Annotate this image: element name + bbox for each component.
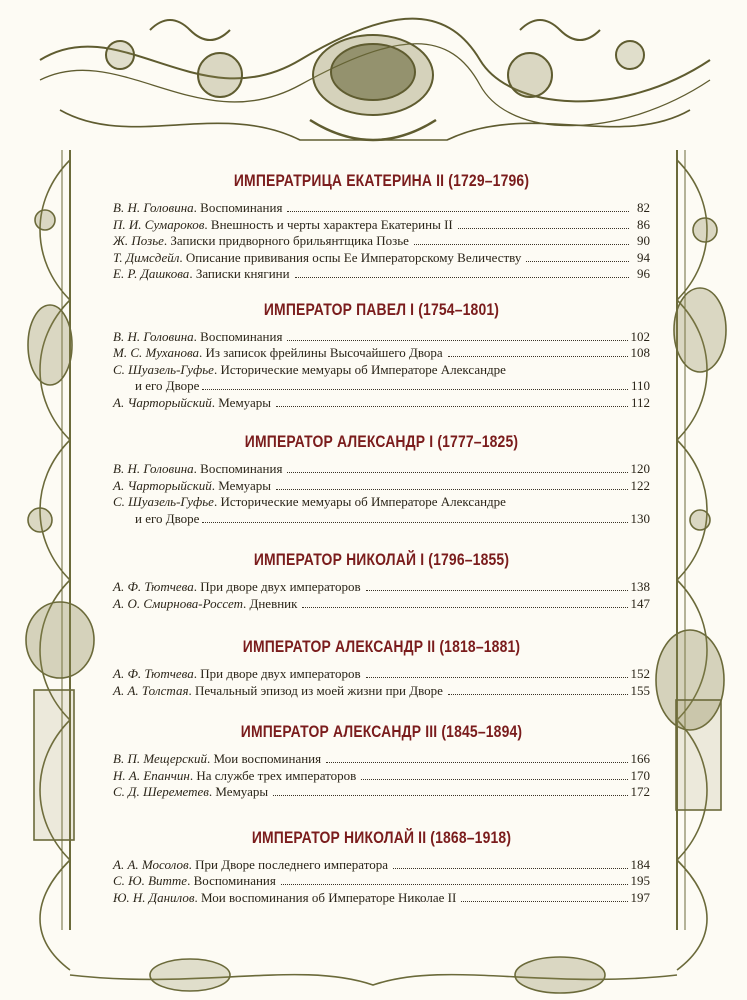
toc-entry-continuation [113,511,650,528]
toc-entry: С. Шуазель-Гуфье. Исторические мемуары об Императоре Александре [113,361,506,377]
leader-dots [326,762,627,763]
entry-author: А. А. Мосолов [113,856,189,872]
toc-section [113,427,650,527]
page-number: 172 [630,784,650,799]
leader-dots [276,489,628,490]
entry-title: Мемуары [215,784,269,799]
toc-entry: А. Ф. Тютчева. При дворе двух императоров 138 [113,579,650,594]
entry-author: В. Н. Головина [113,328,194,344]
entry-title: Мемуары [218,477,271,493]
page-number: 166 [630,751,650,766]
toc-entry: Н. А. Епанчин. На службе трех императоров 170 [113,767,650,783]
toc-entry: С. Шуазель-Гуфье. Исторические мемуары об Императоре Александре [113,494,506,509]
entry-author: А. Чарторыйский [113,394,212,410]
entry-author: Т. Димсдейл [113,249,180,265]
toc-section [113,545,650,612]
toc-entry: А. Ф. Тютчева. При дворе двух императоров 152 [113,666,650,681]
toc-entry: А. А. Толстая. Печальный эпизод из моей жизни при Дворе 155 [113,682,650,698]
entry-author: В. Н. Головина [113,200,194,215]
entry-author: М. С. Муханова [113,345,200,360]
section-heading: ИМПЕРАТОР ПАВЕЛ I (1754–1801) [263,299,500,319]
leader-dots [295,277,629,278]
toc-entry: Т. Димсдейл. Описание прививания оспы Ее Императорскому Величеству 94 [113,249,650,265]
section-heading: ИМПЕРАТОР НИКОЛАЙ I (1796–1855) [253,550,510,569]
page-number: 155 [630,682,650,698]
toc-section [113,717,650,801]
leader-dots [414,244,629,245]
toc-entry-continuation [113,378,650,395]
page-number: 112 [630,394,650,410]
page-number: 86 [637,216,650,232]
leader-dots [526,261,629,262]
entry-author: Ю. Н. Данилов [113,889,195,905]
entry-author: А. А. Толстая [113,682,189,698]
toc-entry: Ж. Позье. Записки придворного брильянтщика Позье 90 [113,233,650,248]
entry-title: Воспоминания [193,873,276,888]
leader-dots [366,590,628,591]
entry-title: Воспоминания [200,461,283,476]
leader-dots [287,340,627,341]
leader-dots [273,795,627,796]
page-number: 170 [630,767,650,783]
page-number: 96 [637,266,650,281]
leader-dots [448,694,628,695]
leader-dots [202,522,627,523]
entry-title: Мои воспоминания [213,751,322,766]
toc-section [113,823,650,907]
entry-title: Описание прививания оспы Ее Императорскому Величеству [185,249,522,265]
entry-title: Дневник [249,595,298,611]
entry-title-continued: и его Дворе [135,378,200,393]
page-number: 90 [637,233,650,248]
toc-entry: В. Н. Головина. Воспоминания 82 [113,200,650,215]
page-number: 195 [630,873,650,888]
page-number: 197 [630,889,650,905]
page-number: 108 [630,345,650,360]
entry-title: Воспоминания [200,200,283,215]
leader-dots [458,228,629,229]
page-number: 82 [637,200,650,215]
entry-author: С. Шуазель-Гуфье [113,361,214,377]
entry-author: С. Шуазель-Гуфье [113,494,214,509]
entry-author: П. И. Сумароков [113,216,205,232]
leader-dots [202,389,628,390]
entry-title: Из записок фрейлины Высочайшего Двора [205,345,443,360]
left-side-ornament [26,160,94,970]
page-number: 184 [630,856,650,872]
leader-dots [287,472,627,473]
entry-author: Е. Р. Дашкова [113,266,190,281]
table-of-contents [113,166,650,906]
page-number: 94 [637,249,650,265]
toc-section [113,166,650,283]
entry-author: А. Ф. Тютчева [113,666,194,681]
leader-dots [461,901,627,902]
section-heading: ИМПЕРАТОР АЛЕКСАНДР II (1818–1881) [242,637,521,656]
entry-title: Мемуары [218,394,271,410]
entry-title: Печальный эпизод из моей жизни при Дворе [195,682,443,698]
entry-author: С. Ю. Витте [113,873,188,888]
entry-title: Мои воспоминания об Императоре Николае II [201,889,457,905]
leader-dots [448,356,628,357]
toc-entry: М. С. Муханова. Из записок фрейлины Высочайшего Двора 108 [113,345,650,360]
toc-entry: В. Н. Головина. Воспоминания 102 [113,328,650,344]
leader-dots [393,868,627,869]
entry-title: При Дворе последнего императора [195,856,389,872]
entry-title: Записки придворного брильянтщика Позье [170,233,409,248]
toc-entry: А. Чарторыйский. Мемуары 122 [113,477,650,493]
page-number: 110 [630,378,650,393]
right-side-ornament [656,160,726,970]
entry-title: При дворе двух императоров [200,666,361,681]
toc-entry: А. Чарторыйский. Мемуары 112 [113,394,650,410]
toc-entry: А. А. Мосолов. При Дворе последнего императора 184 [113,856,650,872]
entry-author: Ж. Позье [113,233,164,248]
leader-dots [287,211,629,212]
leader-dots [361,779,627,780]
entry-author: Н. А. Епанчин [113,767,190,783]
toc-entry: С. Ю. Витте. Воспоминания 195 [113,873,650,888]
page-number: 138 [630,579,650,594]
page-number: 130 [630,510,650,526]
toc-entry: С. Д. Шереметев. Мемуары 172 [113,784,650,799]
page-number: 122 [630,477,650,493]
section-heading: ИМПЕРАТРИЦА ЕКАТЕРИНА II (1729–1796) [233,171,530,190]
leader-dots [276,406,628,407]
entry-author: В. Н. Головина [113,461,194,476]
toc-entry: В. П. Мещерский. Мои воспоминания 166 [113,751,650,766]
leader-dots [302,607,627,608]
entry-title-continued: и его Дворе [135,510,200,526]
top-crest-ornament [40,19,710,140]
leader-dots [366,677,628,678]
page-number: 152 [630,666,650,681]
toc-entry: П. И. Сумароков. Внешность и черты характера Екатерины II 86 [113,216,650,232]
entry-title: Внешность и черты характера Екатерины II [210,216,453,232]
toc-entry: В. Н. Головина. Воспоминания 120 [113,461,650,476]
entry-author: А. Ф. Тютчева [113,579,194,594]
page-number: 147 [630,595,650,611]
toc-entry: А. О. Смирнова-Россет. Дневник 147 [113,595,650,611]
entry-title: Воспоминания [200,328,283,344]
entry-title: На службе трех императоров [196,767,357,783]
toc-section [113,632,650,699]
page-number: 120 [630,461,650,476]
entry-title: Записки княгини [195,266,290,281]
entry-title: При дворе двух императоров [200,579,361,594]
entry-author: А. Чарторыйский [113,477,212,493]
page-number: 102 [630,328,650,344]
section-heading: ИМПЕРАТОР АЛЕКСАНДР III (1845–1894) [240,722,523,741]
entry-author: В. П. Мещерский [113,751,208,766]
toc-entry: Ю. Н. Данилов. Мои воспоминания об Императоре Николае II 197 [113,889,650,905]
toc-entry: Е. Р. Дашкова. Записки княгини 96 [113,266,650,281]
section-heading: ИМПЕРАТОР НИКОЛАЙ II (1868–1918) [251,827,512,847]
bottom-ornament [70,957,677,993]
entry-title: Исторические мемуары об Императоре Александре [220,361,506,377]
entry-title: Исторические мемуары об Императоре Александре [220,494,506,509]
entry-author: С. Д. Шереметев [113,784,209,799]
leader-dots [281,884,628,885]
entry-author: А. О. Смирнова-Россет [113,595,243,611]
section-heading: ИМПЕРАТОР АЛЕКСАНДР I (1777–1825) [244,432,519,451]
toc-section [113,295,650,412]
